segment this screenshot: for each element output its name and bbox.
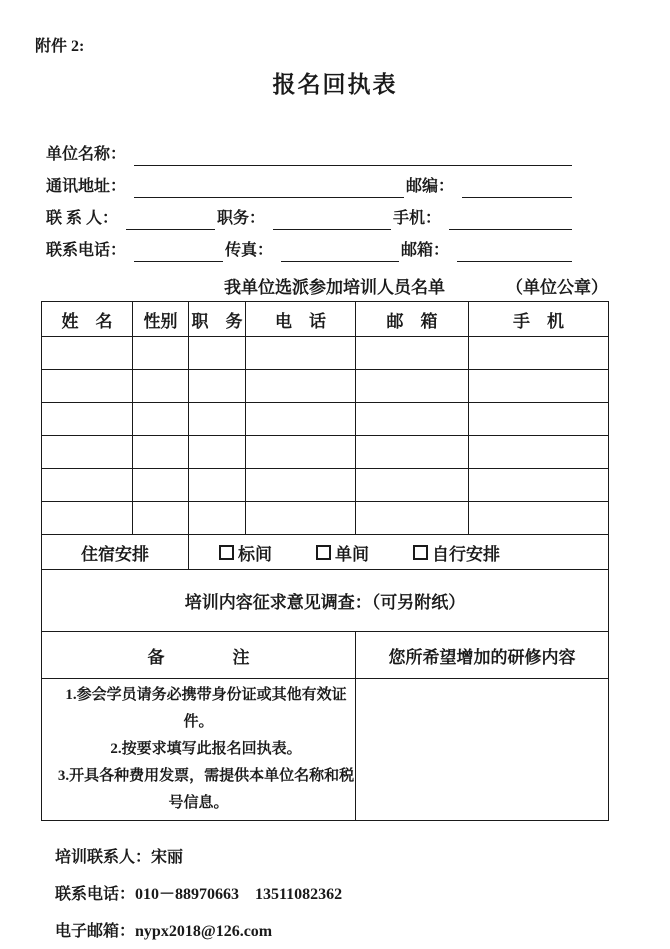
checkbox-icon[interactable]	[413, 545, 428, 560]
footer-email-label: 电子邮箱：	[55, 923, 136, 940]
empty-cell	[469, 436, 609, 469]
empty-cell	[356, 337, 469, 370]
trainer-contact-line	[55, 839, 670, 876]
roster-caption: 我单位选派参加培训人员名单	[224, 278, 445, 297]
trainee-roster-table	[41, 301, 609, 821]
footer-phone-numbers: 010－88970663 13511082362	[135, 886, 343, 903]
fax-blank	[281, 239, 399, 262]
position-label: 职务：	[217, 210, 266, 227]
lodging-option-standard-room[interactable]	[219, 540, 272, 565]
empty-cell	[189, 337, 246, 370]
contact-info-form	[46, 134, 572, 262]
survey-row	[42, 570, 609, 632]
empty-cell	[42, 403, 133, 436]
empty-cell	[133, 370, 189, 403]
phone-row	[46, 230, 572, 262]
table-row	[42, 502, 609, 535]
remark-item: 3.开具各种费用发票，需提供本单位名称和税号信息。	[57, 768, 355, 811]
empty-cell	[133, 403, 189, 436]
page-title: 报名回执表	[272, 72, 398, 97]
empty-cell	[469, 469, 609, 502]
empty-cell	[42, 370, 133, 403]
empty-cell	[246, 502, 356, 535]
postcode-blank	[462, 175, 572, 198]
remarks-header-row	[42, 632, 609, 679]
empty-cell	[246, 469, 356, 502]
footer-email-line	[55, 913, 670, 949]
empty-cell	[356, 436, 469, 469]
lodging-option-label: 单间	[335, 544, 369, 564]
empty-cell	[469, 403, 609, 436]
phone-label: 联系电话：	[46, 242, 127, 259]
unit-name-label: 单位名称：	[46, 146, 127, 163]
table-row	[42, 436, 609, 469]
col-header-email: 邮 箱	[356, 302, 469, 337]
empty-cell	[246, 337, 356, 370]
checkbox-icon[interactable]	[219, 545, 234, 560]
address-blank	[134, 175, 404, 198]
empty-cell	[133, 502, 189, 535]
lodging-option-self-arranged[interactable]	[413, 540, 500, 565]
empty-cell	[189, 403, 246, 436]
remark-item: 2.按要求填写此报名回执表。	[110, 741, 302, 757]
contact-person-blank	[126, 207, 215, 230]
empty-cell	[42, 436, 133, 469]
empty-cell	[189, 469, 246, 502]
empty-cell	[42, 469, 133, 502]
position-blank	[273, 207, 391, 230]
fax-label: 传真：	[225, 242, 274, 259]
unit-name-row	[46, 134, 572, 166]
address-row	[46, 166, 572, 198]
empty-cell	[42, 502, 133, 535]
remarks-header: 备 注	[42, 632, 356, 679]
checkbox-icon[interactable]	[316, 545, 331, 560]
postcode-label: 邮编：	[406, 178, 455, 195]
empty-cell	[133, 337, 189, 370]
empty-cell	[356, 370, 469, 403]
empty-cell	[246, 403, 356, 436]
col-header-mobile: 手 机	[469, 302, 609, 337]
lodging-option-label: 标间	[238, 544, 272, 564]
unit-name-blank	[134, 143, 572, 166]
attachment-label: 附件 2:	[35, 38, 85, 55]
empty-cell	[469, 370, 609, 403]
lodging-row	[42, 535, 609, 570]
empty-cell	[356, 403, 469, 436]
col-header-gender: 性别	[133, 302, 189, 337]
empty-cell	[42, 337, 133, 370]
email-blank	[457, 239, 572, 262]
table-row	[42, 469, 609, 502]
address-label: 通讯地址：	[46, 178, 127, 195]
empty-cell	[189, 502, 246, 535]
contact-person-label: 联 系 人：	[46, 210, 119, 227]
seal-note: （单位公章）	[506, 278, 608, 297]
col-header-title: 职 务	[189, 302, 246, 337]
empty-cell	[133, 436, 189, 469]
empty-cell	[189, 436, 246, 469]
footer-email-value: nypx2018@126.com	[135, 923, 273, 940]
phone-blank	[134, 239, 223, 262]
mobile-blank	[449, 207, 572, 230]
roster-header-row	[42, 302, 609, 337]
col-header-name: 姓 名	[42, 302, 133, 337]
footer-phone-line	[55, 876, 670, 913]
remarks-content-row	[42, 679, 609, 821]
footer-phone-label: 联系电话：	[55, 886, 136, 903]
empty-cell	[469, 337, 609, 370]
table-row	[42, 370, 609, 403]
empty-cell	[133, 469, 189, 502]
remark-item: 1.参会学员请务必携带身份证或其他有效证件。	[65, 687, 347, 730]
table-row	[42, 403, 609, 436]
table-row	[42, 337, 609, 370]
footer-contact-block	[55, 839, 670, 949]
lodging-options-cell	[189, 535, 609, 570]
trainer-contact-name: 宋丽	[151, 849, 184, 866]
wish-content-cell	[356, 679, 609, 821]
empty-cell	[246, 370, 356, 403]
email-label: 邮箱：	[401, 242, 450, 259]
empty-cell	[189, 370, 246, 403]
trainer-contact-label: 培训联系人：	[55, 849, 152, 866]
empty-cell	[246, 436, 356, 469]
col-header-phone: 电 话	[246, 302, 356, 337]
lodging-label: 住宿安排	[42, 535, 189, 570]
remarks-notes-cell	[42, 679, 356, 821]
lodging-option-label: 自行安排	[432, 544, 500, 564]
survey-label: 培训内容征求意见调查：（可另附纸）	[42, 570, 609, 632]
roster-heading	[41, 278, 608, 298]
contact-person-row	[46, 198, 572, 230]
mobile-label: 手机：	[393, 210, 442, 227]
empty-cell	[469, 502, 609, 535]
lodging-options	[189, 540, 608, 565]
wish-header: 您所希望增加的研修内容	[356, 632, 609, 679]
empty-cell	[356, 469, 469, 502]
empty-cell	[356, 502, 469, 535]
lodging-option-single-room[interactable]	[316, 540, 369, 565]
